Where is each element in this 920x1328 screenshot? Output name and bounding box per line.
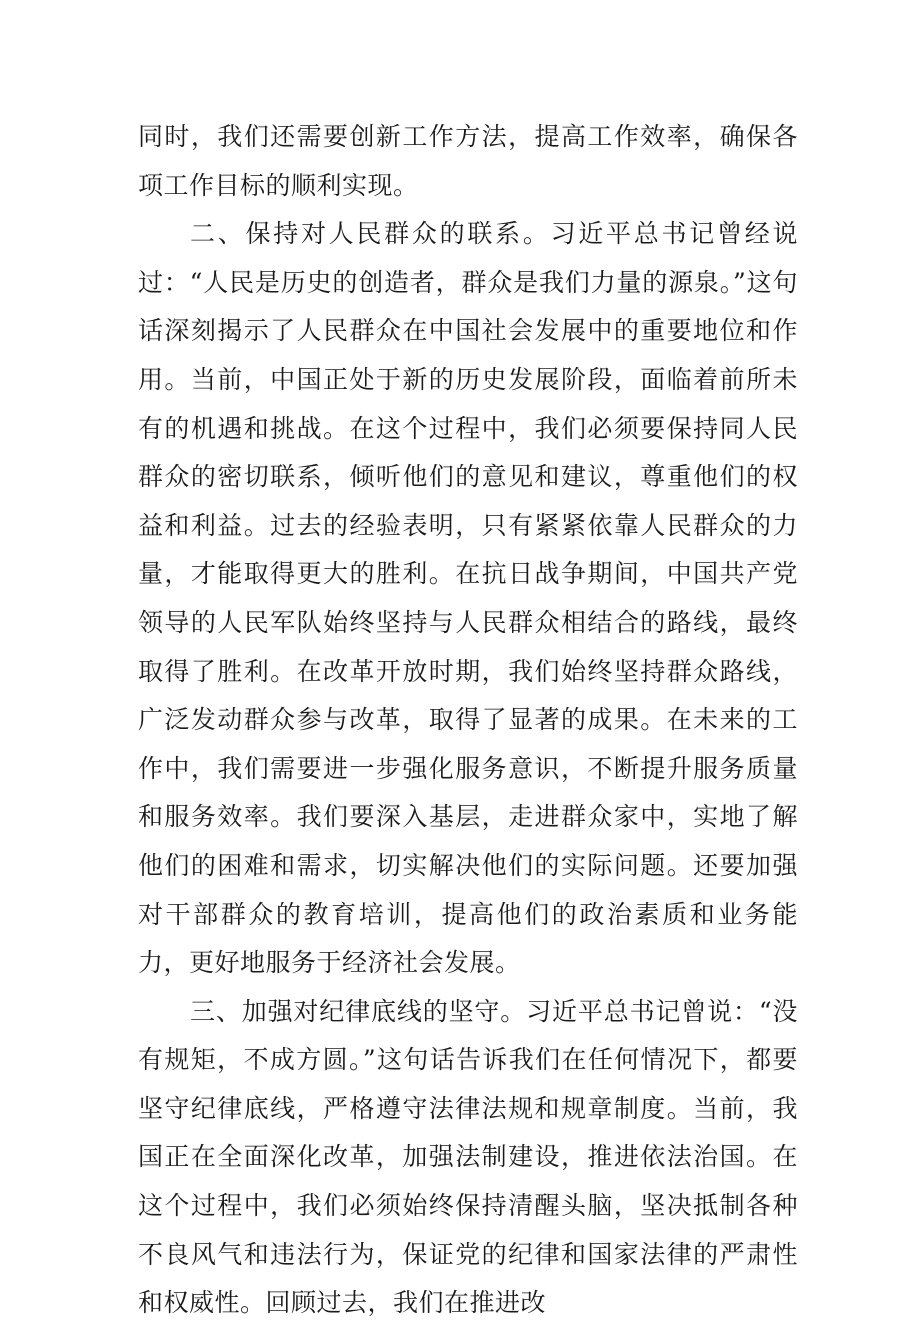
paragraph-continuation: 同时，我们还需要创新工作方法，提高工作效率，确保各项工作目标的顺利实现。 <box>138 122 798 200</box>
paragraph-section-three: 三、加强对纪律底线的坚守。习近平总书记曾说：“没有规矩，不成方圆。”这句话告诉我们在任何情况下，都要坚守纪律底线，严格遵守法律法规和规章制度。当前，我国正在全面深化改革，加强法制建设，推进依法治国。在这个过程中，我们必须始终保持清醒头脑，坚决抵制各种不良风气和违法行为，保证党的纪律和国家法律的严肃性和权威性。回顾过去，我们在推进改 <box>138 996 798 1318</box>
document-body <box>138 113 798 1328</box>
paragraph-section-two: 二、保持对人民群众的联系。习近平总书记曾经说过：“人民是历史的创造者，群众是我们力量的源泉。”这句话深刻揭示了人民群众在中国社会发展中的重要地位和作用。当前，中国正处于新的历史发展阶段，面临着前所未有的机遇和挑战。在这个过程中，我们必须要保持同人民群众的密切联系，倾听他们的意见和建议，尊重他们的权益和利益。过去的经验表明，只有紧紧依靠人民群众的力量，才能取得更大的胜利。在抗日战争期间，中国共产党领导的人民军队始终坚持与人民群众相结合的路线，最终取得了胜利。在改革开放时期，我们始终坚持群众路线，广泛发动群众参与改革，取得了显著的成果。在未来的工作中，我们需要进一步强化服务意识，不断提升服务质量和服务效率。我们要深入基层，走进群众家中，实地了解他们的困难和需求，切实解决他们的实际问题。还要加强对干部群众的教育培训，提高他们的政治素质和业务能力，更好地服务于经济社会发展。 <box>138 219 798 978</box>
